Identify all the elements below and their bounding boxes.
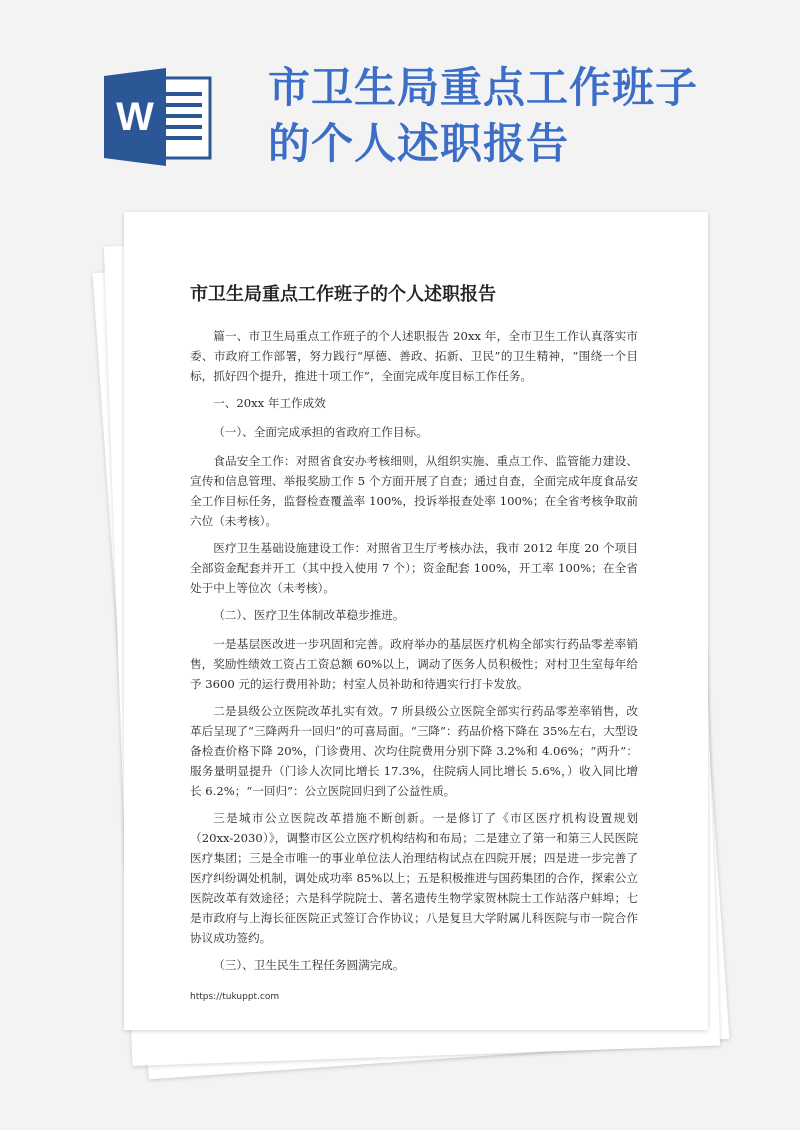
section-heading: 一、20xx 年工作成效 xyxy=(213,396,326,410)
paragraph: 一是基层医改进一步巩固和完善。政府举办的基层医疗机构全部实行药品零差率销售，奖励性绩效工资占工资总额 60%以上，调动了医务人员积极性；对村卫生室每年给予 3600 元的运行费用补助；村室人员补助和待遇实行打卡发放。 xyxy=(190,637,638,691)
paragraph: 医疗卫生基础设施建设工作：对照省卫生厅考核办法，我市 2012 年度 20 个项目全部资金配套并开工（其中投入使用 7 个）；资金配套 100%，开工率 100%；在全省处于中上等位次（未考核）。 xyxy=(190,541,638,595)
paragraph: 食品安全工作：对照省食安办考核细则，从组织实施、重点工作、监管能力建设、宣传和信息管理、举报奖励工作 5 个方面开展了自查；通过自查，全面完成年度食品安全工作目标任务，监督检查覆盖率 100%，投诉举报查处率 100%；在全省考核争取前六位（未考核）。 xyxy=(190,454,638,528)
banner-title-line-2: 的个人述职报告 xyxy=(268,119,570,168)
banner-title xyxy=(268,60,778,172)
document-body xyxy=(190,326,638,984)
document-title: 市卫生局重点工作班子的个人述职报告 xyxy=(190,284,496,305)
banner-title-line-1: 市卫生局重点工作班子 xyxy=(268,63,699,112)
paragraph: 三是城市公立医院改革措施不断创新。一是修订了《市区医疗机构设置规划（20xx-2030）》，调整市区公立医疗机构结构和布局；二是建立了第一和第三人民医院医疗集团；三是全市唯一的事业单位法人治理结构试点在四院开展；四是进一步完善了医疗纠纷调处机制，调处成功率 85%以上；五是积极推进与国药集团的合作，探索公立医院改革有效途径；六是科学院院士、著名遗传生物学家贺林院士工作站落户蚌埠；七是市政府与上海长征医院正式签订合作协议；八是复旦大学附属儿科医院与市一院合作协议成功签约。 xyxy=(190,811,638,945)
word-logo-letter: W xyxy=(116,95,154,139)
subsection-heading: （三）、卫生民生工程任务圆满完成。 xyxy=(213,958,405,972)
paragraph: 篇一、市卫生局重点工作班子的个人述职报告 20xx 年，全市卫生工作认真落实市委、市政府工作部署，努力践行“厚德、善政、拓新、卫民”的卫生精神，“围绕一个目标，抓好四个提升，推进十项工作”，全面完成年度目标工作任务。 xyxy=(190,329,638,383)
footer-url[interactable]: https://tukuppt.com xyxy=(190,992,280,1002)
paragraph: 二是县级公立医院改革扎实有效。7 所县级公立医院全部实行药品零差率销售，改革后呈现了“三降两升一回归”的可喜局面。“三降”：药品价格下降在 35%左右，大型设备检查价格下降 20%，门诊费用、次均住院费用分别下降 3.2%和 4.06%；“两升”：服务量明显提升（门诊人次同比增长 17.3%，住院病人同比增长 5.6%，）收入同比增长 6.2%；“一回归”：公立医院回归到了公益性质。 xyxy=(190,704,638,798)
subsection-heading: （二）、医疗卫生体制改革稳步推进。 xyxy=(213,608,405,622)
subsection-heading: （一）、全面完成承担的省政府工作目标。 xyxy=(213,425,428,439)
word-logo-icon xyxy=(104,68,212,166)
